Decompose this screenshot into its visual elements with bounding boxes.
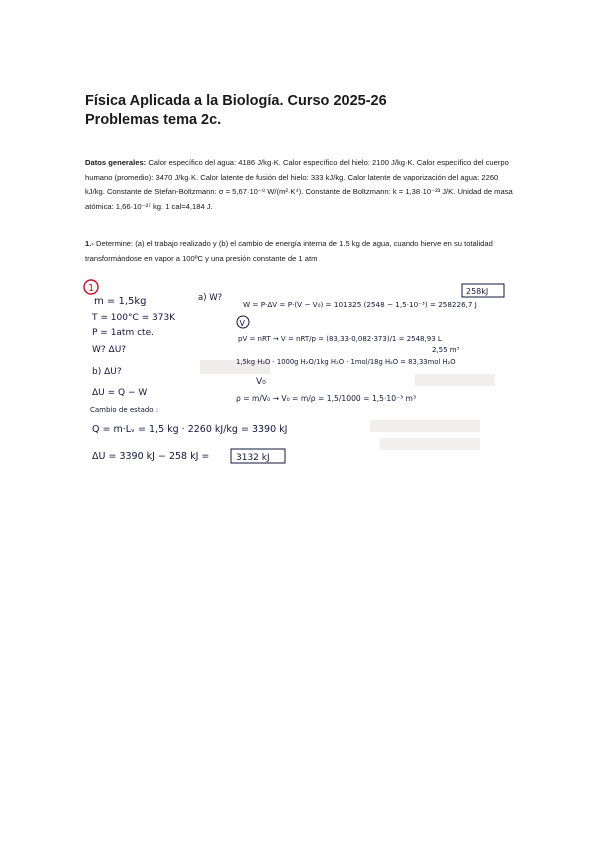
handwritten-solution-svg (80, 278, 550, 473)
unknowns: W? ΔU? (92, 345, 127, 355)
problem-1-statement (85, 237, 515, 266)
problem-number: 1.- (85, 239, 94, 248)
internal-energy-equation: ΔU = 3390 kJ − 258 kJ = (92, 451, 210, 462)
ideal-gas-equation: pV = nRT → V = nRT/p = (83,33·0,082·373)/1 = 2548,93 L (238, 335, 442, 343)
general-data-text: Calor específico del agua: 4186 J/kg·K. Calor específico del hielo: 2100 J/kg·K. Calor específico del cuerpo humano (promedio): 3470 J/kg·K. Calor latente de fusión del hielo: 333 kJ/kg. Calor latente de vaporización del agua: 2260 kJ/kg. Constante de Stefan-Boltzmann: σ = 5,67·10⁻⁸ W/(m²·K⁴). Constante de Boltzmann: k = 1,38·10⁻²³ J/K. Unidad de masa atómica: 1,66·10⁻²⁷ kg. 1 cal=4,184 J. (85, 158, 513, 211)
title-line-1: Física Aplicada a la Biología. Curso 2025-26 (85, 93, 387, 109)
faint-mark (370, 420, 480, 432)
circle-number: 1 (88, 283, 95, 294)
part-a-label: a) W? (198, 293, 223, 303)
handwritten-solution (80, 278, 550, 473)
problem-text: Determine: (a) el trabajo realizado y (b) el cambio de energía interna de 1.5 kg de agua, cuando hierve en su totalidad transformándose en vapor a 100ºC y una presión constante de 1 atm (85, 239, 493, 263)
density-equation: ρ = m/V₀ → V₀ = m/ρ = 1,5/1000 = 1,5·10⁻³ m³ (236, 394, 417, 403)
internal-energy-result: 3132 kJ (236, 453, 270, 463)
volume-circle-label: V (239, 319, 245, 328)
temperature-value: T = 100°C = 373K (92, 313, 176, 323)
pressure-value: P = 1atm cte. (92, 328, 154, 338)
mass-value: m = 1,5kg (94, 296, 147, 307)
first-law: ΔU = Q − W (92, 388, 148, 398)
faint-mark (415, 374, 495, 386)
initial-volume-label: V₀ (256, 377, 266, 387)
work-equation: W = P·ΔV = P·(V − V₀) = 101325 (2548 − 1,5·10⁻³) = 258226,7 J (243, 300, 477, 309)
general-data-label: Datos generales: (85, 158, 147, 167)
general-data-paragraph (85, 156, 515, 214)
document-title (85, 92, 387, 130)
heat-equation: Q = m·Lᵥ = 1,5 kg · 2260 kJ/kg = 3390 kJ (92, 424, 288, 435)
moles-conversion: 1,5kg H₂O · 1000g H₂O/1kg H₂O · 1mol/18g H₂O = 83,33mol H₂O (236, 358, 456, 366)
faint-mark (380, 438, 480, 450)
title-line-2: Problemas tema 2c. (85, 112, 222, 128)
volume-m3: 2,55 m³ (432, 346, 460, 354)
phase-change-label: Cambio de estado : (90, 406, 159, 414)
part-b-label: b) ΔU? (92, 367, 122, 377)
work-result: 258kJ (466, 287, 489, 296)
